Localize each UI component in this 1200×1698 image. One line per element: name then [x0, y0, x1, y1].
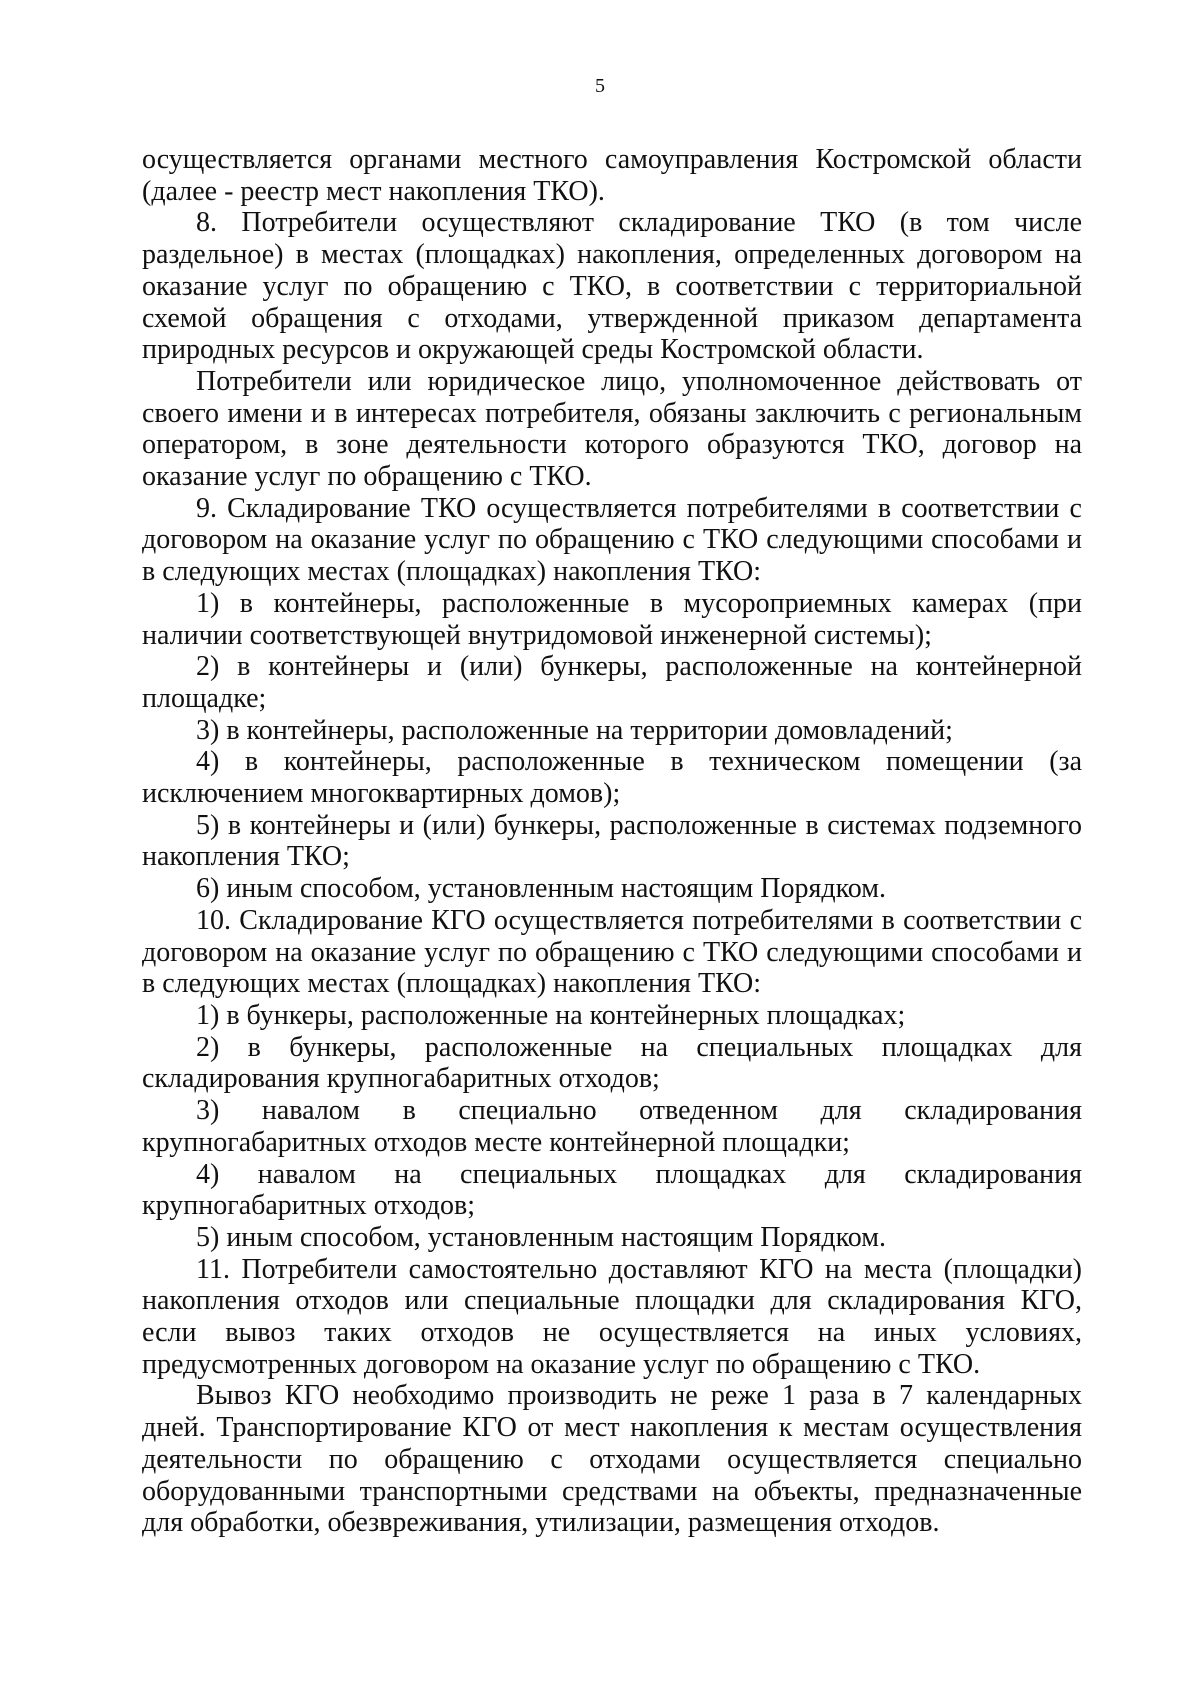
list-item-9-6: 6) иным способом, установленным настоящим Порядком. — [196, 873, 886, 905]
paragraph-continuation: осуществляется органами местного самоуправления Костромской области (далее - реестр мест накопления ТКО). — [142, 144, 1082, 207]
list-item-10-2: 2) в бункеры, расположенные на специальных площадках для складирования крупногабаритных отходов; — [142, 1031, 1082, 1095]
list-item-10-1: 1) в бункеры, расположенные на контейнерных площадках; — [196, 999, 906, 1031]
page-number: 5 — [595, 75, 605, 97]
paragraph-consumers-contract: Потребители или юридическое лицо, уполномоченное действовать от своего имени и в интересах потребителя, обязаны заключить с региональным оператором, в зоне деятельности которого образуются ТКО, договор на оказание услуг по обращению с ТКО. — [142, 365, 1082, 493]
paragraph-removal-frequency: Вывоз КГО необходимо производить не реже 1 раза в 7 календарных дней. Транспортирование КГО от мест накопления к местам осуществления деятельности по обращению с отходами осуществляется специально оборудованными транспортными средствами на объекты, предназначенные для обработки, обезвреживания, утилизации, размещения отходов. — [142, 1380, 1082, 1539]
paragraph-item-10: 10. Складирование КГО осуществляется потребителями в соответствии с договором на оказание услуг по обращению с ТКО следующими способами и в следующих местах (площадках) накопления ТКО: — [142, 904, 1082, 1000]
document-body — [142, 144, 1082, 1539]
list-item-9-2: 2) в контейнеры и (или) бункеры, расположенные на контейнерной площадке; — [142, 651, 1082, 714]
list-item-10-4: 4) навалом на специальных площадках для складирования крупногабаритных отходов; — [142, 1158, 1082, 1222]
list-item-9-5: 5) в контейнеры и (или) бункеры, расположенные в системах подземного накопления ТКО; — [142, 809, 1082, 873]
list-item-9-1: 1) в контейнеры, расположенные в мусороприемных камерах (при наличии соответствующей внутридомовой инженерной системы); — [142, 587, 1082, 651]
list-item-9-4: 4) в контейнеры, расположенные в техническом помещении (за исключением многоквартирных домов); — [142, 746, 1082, 810]
paragraph-item-8: 8. Потребители осуществляют складирование ТКО (в том числе раздельное) в местах (площадках) накопления, определенных договором на оказание услуг по обращению с ТКО, в соответствии с территориальной схемой обращения с отходами, утвержденной приказом департамента природных ресурсов и окружающей среды Костромской области. — [142, 207, 1082, 366]
list-item-9-3: 3) в контейнеры, расположенные на территории домовладений; — [196, 714, 953, 746]
list-item-10-5: 5) иным способом, установленным настоящим Порядком. — [196, 1221, 886, 1253]
paragraph-item-11: 11. Потребители самостоятельно доставляют КГО на места (площадки) накопления отходов или специальные площадки для складирования КГО, если вывоз таких отходов не осуществляется на иных условиях, предусмотренных договором на оказание услуг по обращению с ТКО. — [142, 1253, 1082, 1380]
list-item-10-3: 3) навалом в специально отведенном для складирования крупногабаритных отходов месте контейнерной площадки; — [142, 1095, 1082, 1158]
paragraph-item-9: 9. Складирование ТКО осуществляется потребителями в соответствии с договором на оказание услуг по обращению с ТКО следующими способами и в следующих местах (площадках) накопления ТКО: — [142, 492, 1082, 588]
